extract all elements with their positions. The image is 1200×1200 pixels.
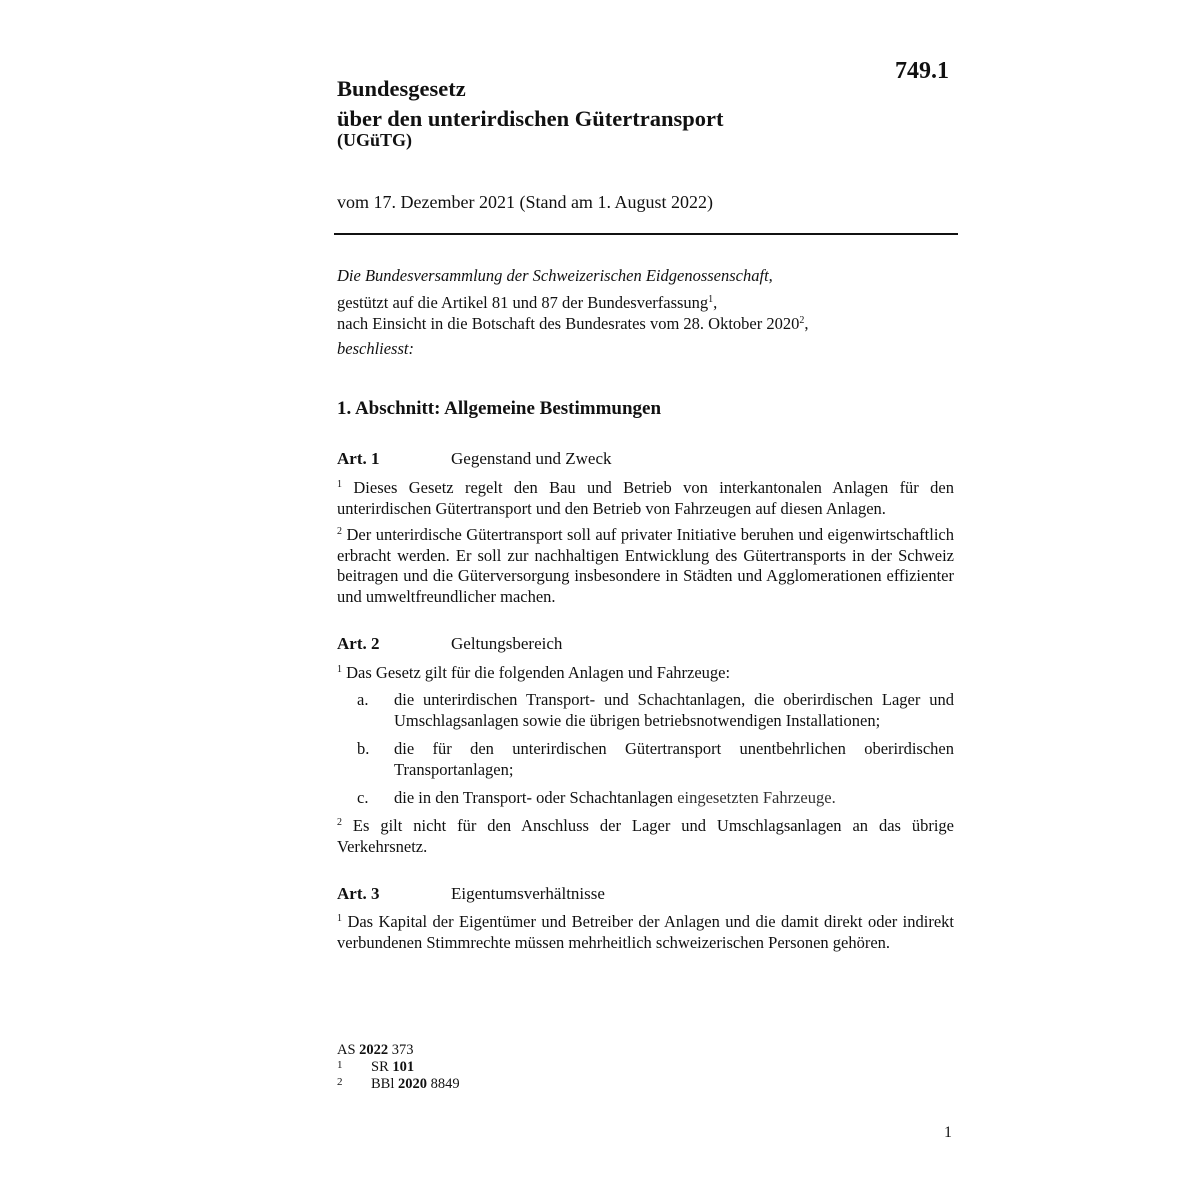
law-title-line1: Bundesgesetz xyxy=(337,76,466,101)
preamble-resolution: beschliesst: xyxy=(337,339,414,358)
article-2-paragraph-1: $^1$ Das Gesetz gilt für die folgenden Anlagen und Fahrzeuge: xyxy=(337,663,731,682)
article-3-heading xyxy=(337,884,957,904)
preamble-intro: Die Bundesversammlung der Schweizerischen Eidgenossenschaft, xyxy=(337,266,773,285)
page-number: 1 xyxy=(944,1124,952,1141)
article-1-paragraph-1: $^1$ Dieses Gesetz regelt den Bau und Betrieb von interkantonalen Anlagen für den unterirdischen Gütertransport und den Betrieb von Fahrzeugen auf diesen Anlagen. xyxy=(337,478,954,518)
preamble xyxy=(337,265,957,359)
footnote-2: 2 BBl 2020 8849 xyxy=(337,1076,460,1092)
footnote-ref-2[interactable]: 2 xyxy=(799,315,805,326)
article-number: Art. 1 xyxy=(337,449,380,468)
law-date: vom 17. Dezember 2021 (Stand am 1. August 2022) xyxy=(337,192,713,212)
article-number: Art. 2 xyxy=(337,634,380,653)
sr-number: 749.1 xyxy=(895,58,949,84)
article-1-heading xyxy=(337,449,957,469)
footnote-ref-1[interactable]: 1 xyxy=(708,294,714,305)
article-1-paragraph-2: $^2$ Der unterirdische Gütertransport soll auf privater Initiative beruhen und eigenwirtschaftlich erbracht werden. Er soll zur nachhaltigen Entwicklung des Gütertransports in der Schweiz beitragen und die Güterversorgung insbesondere in Städten und Agglomerationen effizienter und umweltfreundlicher machen. xyxy=(337,525,954,606)
article-2-list-item-a: a. die unterirdischen Transport- und Schachtanlagen, die oberirdischen Lager und Umschlagsanlagen sowie die übrigen betriebsnotwendigen Installationen; xyxy=(357,690,954,730)
article-2-heading xyxy=(337,634,957,654)
article-title: Eigentumsverhältnisse xyxy=(451,884,605,903)
law-abbreviation: (UGüTG) xyxy=(337,130,413,150)
official-collection-ref: AS 2022 373 xyxy=(337,1042,414,1058)
footnote-1: 1 SR 101 xyxy=(337,1059,415,1075)
law-title xyxy=(337,74,723,134)
article-number: Art. 3 xyxy=(337,884,380,903)
section-title: 1. Abschnitt: Allgemeine Bestimmungen xyxy=(337,398,662,419)
article-title: Geltungsbereich xyxy=(451,634,563,653)
article-2-list-item-b: b. die für den unterirdischen Gütertransport unentbehrlichen oberirdischen Transportanlagen; xyxy=(357,739,954,779)
preamble-message: nach Einsicht in die Botschaft des Bundesrates vom 28. Oktober 2020$^2$, xyxy=(337,314,809,333)
article-title: Gegenstand und Zweck xyxy=(451,449,612,468)
article-2-list-item-c: c. die in den Transport- oder Schachtanlagen eingesetzten Fahrzeuge. xyxy=(357,788,836,807)
law-title-line2: über den unterirdischen Gütertransport xyxy=(337,106,724,131)
preamble-basis: gestützt auf die Artikel 81 und 87 der Bundesverfassung$^1$, xyxy=(337,293,718,312)
article-3-paragraph-1: $^1$ Das Kapital der Eigentümer und Betreiber der Anlagen und die damit direkt oder indirekt verbundenen Stimmrechte müssen mehrheitlich schweizerischen Personen gehören. xyxy=(337,912,955,952)
article-2-paragraph-2: $^2$ Es gilt nicht für den Anschluss der Lager und Umschlagsanlagen an das übrige Verkehrsnetz. xyxy=(337,816,955,856)
header-divider xyxy=(334,233,958,235)
footnotes xyxy=(337,1042,460,1093)
